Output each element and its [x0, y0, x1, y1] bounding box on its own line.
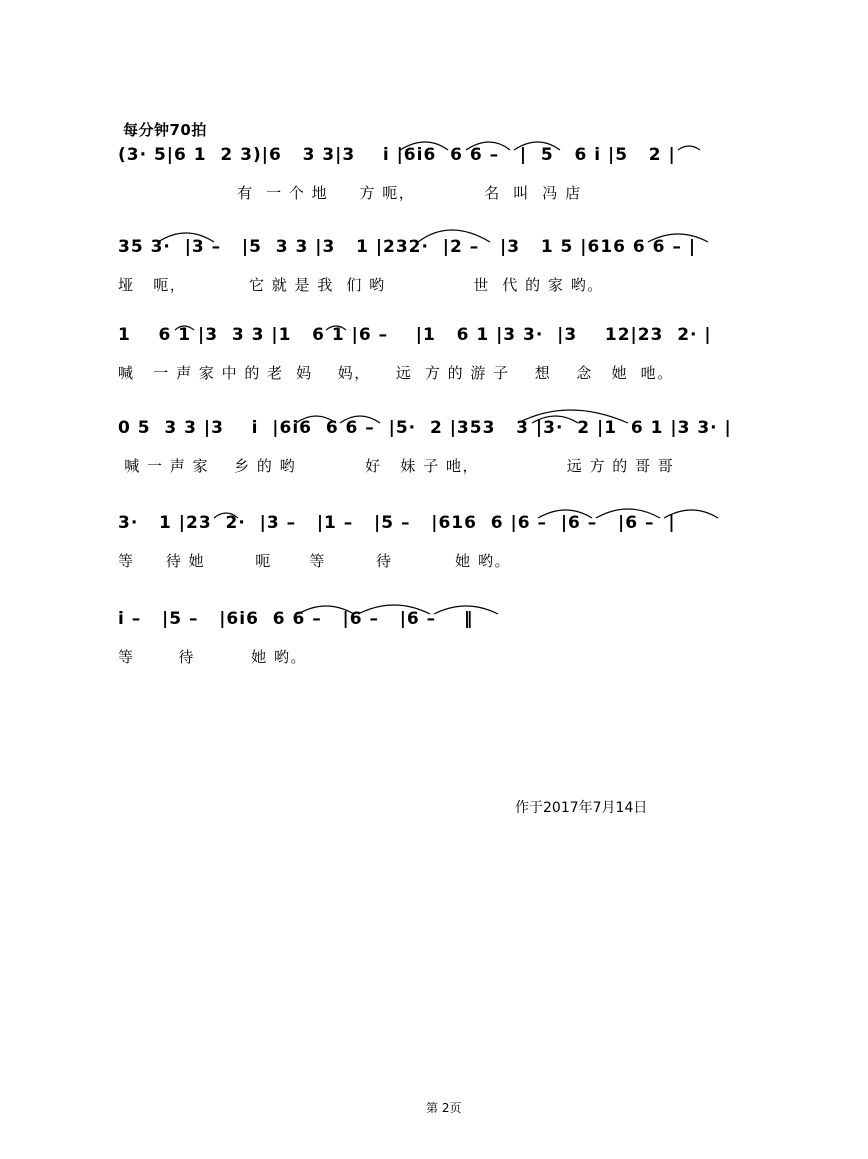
- slur-marks: [118, 413, 783, 443]
- notation-line: i – |5 – |6i6 6 6 – |6 – |6 – ‖: [118, 609, 474, 629]
- score-line-2: [118, 232, 783, 312]
- page-number: 第 2页: [426, 1101, 462, 1115]
- lyrics-line: 喊 一 声 家 乡 的 哟 好 妹 子 吔， 远 方 的 哥 哥: [118, 457, 675, 475]
- slur-marks: [118, 604, 783, 634]
- lyrics-line: 等 待 她 哟。: [118, 648, 308, 666]
- tempo-marking: 每分钟70拍: [123, 121, 207, 139]
- score-line-4: [118, 413, 783, 493]
- composition-date: 作于2017年7月14日: [515, 800, 648, 816]
- lyrics-line: 有 一 个 地 方 呃， 名 叫 冯 店: [118, 184, 582, 202]
- notation-line: 3· 1 |23 2· |3 – |1 – |5 – |616 6 |6 – |6 – |6 – |: [118, 513, 676, 533]
- lyrics-line: 喊 一 声 家 中 的 老 妈 妈， 远 方 的 游 子 想 念 她 吔。: [118, 364, 674, 382]
- slur-marks: [118, 320, 783, 350]
- notation-line: 1 6 1 |3 3 3 |1 6 1 |6 – |1 6 1 |3 3· |3 12|23 2· |: [118, 325, 712, 345]
- score-line-5: [118, 508, 783, 588]
- notation-line: 35 3· |3 – |5 3 3 |3 1 |232· |2 – |3 1 5 |616 6 6 – |: [118, 237, 697, 257]
- slur-marks: [118, 140, 783, 170]
- notation-line: 0 5 3 3 |3 i |6i6 6 6 – |5· 2 |353 3 |3· 2 |1 6 1 |3 3· |: [118, 418, 732, 438]
- notation-line: (3· 5|6 1 2 3)|6 3 3|3 i |6i6 6 6 – | 5 6 i |5 2 |: [118, 145, 676, 165]
- slur-marks: [118, 508, 783, 538]
- score-line-6: [118, 604, 783, 684]
- lyrics-line: 垭 呃， 它 就 是 我 们 哟 世 代 的 家 哟。: [118, 276, 604, 294]
- score-line-3: [118, 320, 783, 400]
- lyrics-line: 等 待 她 呃 等 待 她 哟。: [118, 552, 511, 570]
- score-line-1: [118, 140, 783, 220]
- slur-marks: [118, 232, 783, 262]
